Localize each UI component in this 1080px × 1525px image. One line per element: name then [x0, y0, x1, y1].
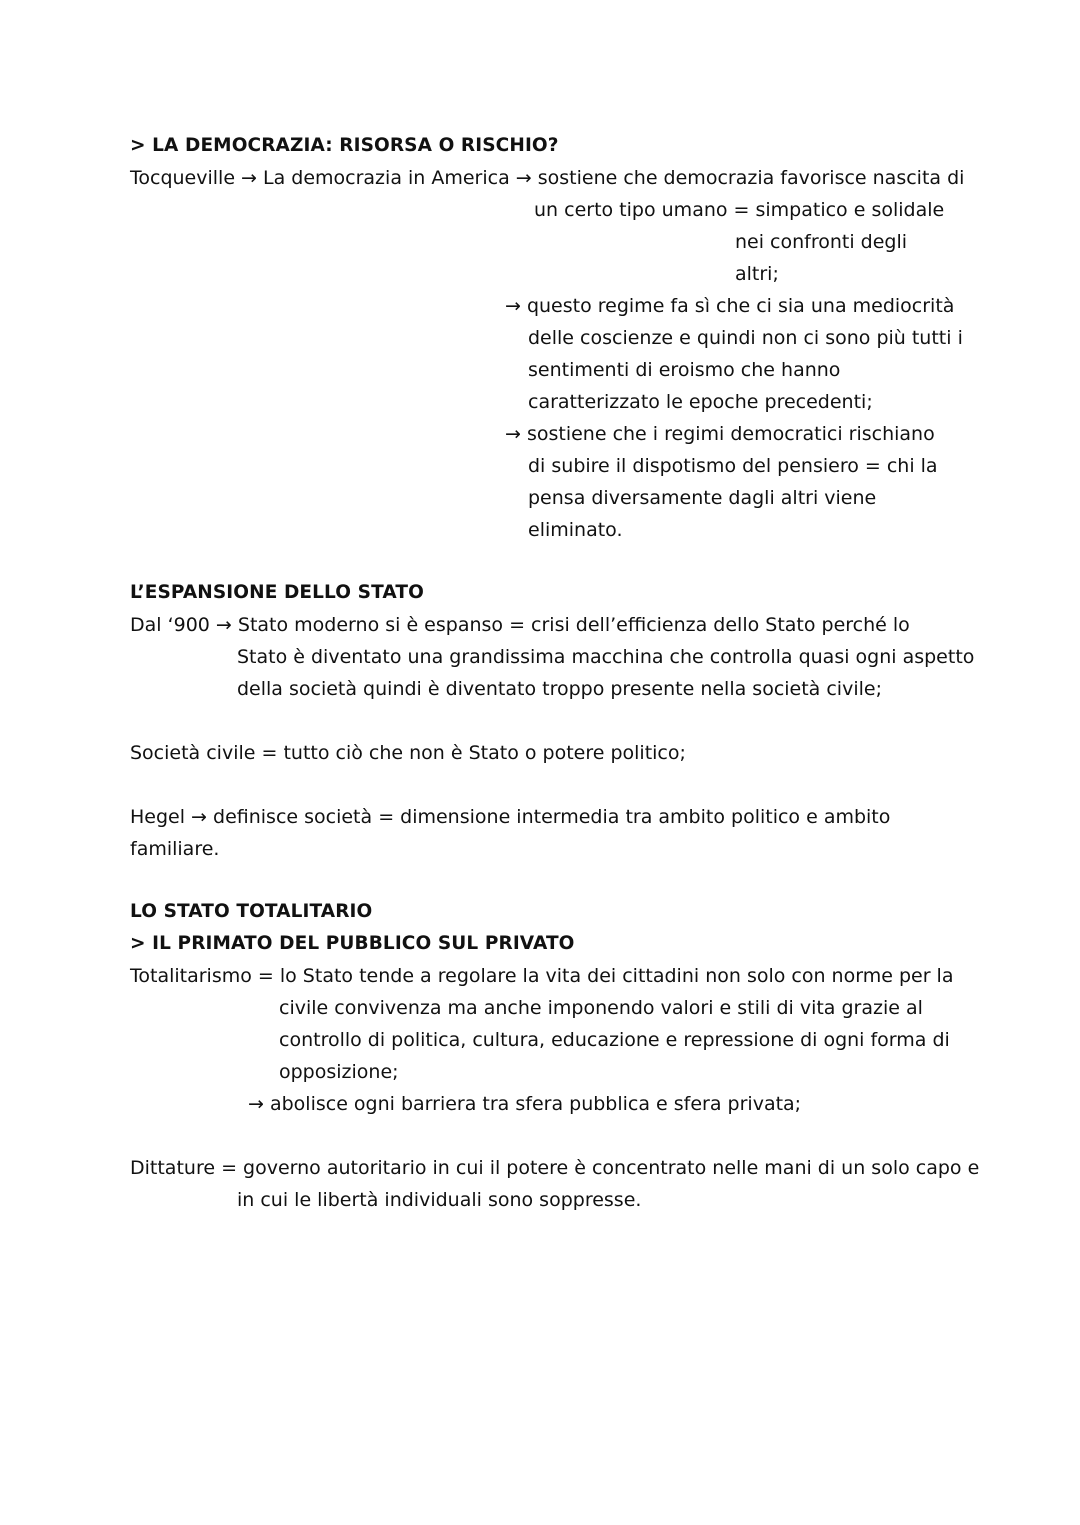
text-line: della società quindi è diventato troppo presente nella società civile;	[237, 678, 882, 700]
text-line: Società civile = tutto ciò che non è Stato o potere politico;	[130, 742, 686, 764]
text-line: Dal ‘900 → Stato moderno si è espanso = crisi dell’efficienza dello Stato perché lo	[130, 614, 910, 636]
text-line: → abolisce ogni barriera tra sfera pubblica e sfera privata;	[248, 1093, 802, 1115]
text-line: → sostiene che i regimi democratici rischiano	[505, 423, 935, 445]
text-line: Hegel → definisce società = dimensione intermedia tra ambito politico e ambito	[130, 806, 891, 828]
text-line: opposizione;	[279, 1061, 399, 1083]
text-line: familiare.	[130, 838, 220, 860]
text-line: pensa diversamente dagli altri viene	[528, 487, 877, 509]
heading-espansione-stato: L’ESPANSIONE DELLO STATO	[130, 582, 424, 603]
text-line: in cui le libertà individuali sono soppresse.	[237, 1189, 642, 1211]
text-line: Totalitarismo = lo Stato tende a regolare la vita dei cittadini non solo con norme per la	[130, 965, 954, 987]
text-line: di subire il dispotismo del pensiero = chi la	[528, 455, 938, 477]
heading-democrazia: > LA DEMOCRAZIA: RISORSA O RISCHIO?	[130, 135, 559, 156]
text-line: sentimenti di eroismo che hanno	[528, 359, 841, 381]
text-line: Dittature = governo autoritario in cui il potere è concentrato nelle mani di un solo capo e	[130, 1157, 980, 1179]
text-line: controllo di politica, cultura, educazione e repressione di ogni forma di	[279, 1029, 950, 1051]
text-line: eliminato.	[528, 519, 623, 541]
text-line: delle coscienze e quindi non ci sono più tutti i	[528, 327, 963, 349]
text-line: civile convivenza ma anche imponendo valori e stili di vita grazie al	[279, 997, 923, 1019]
text-line: caratterizzato le epoche precedenti;	[528, 391, 873, 413]
text-line: Stato è diventato una grandissima macchina che controlla quasi ogni aspetto	[237, 646, 975, 668]
text-line: nei confronti degli	[735, 231, 908, 253]
text-line: Tocqueville → La democrazia in America → sostiene che democrazia favorisce nascita di	[130, 167, 965, 189]
text-line: un certo tipo umano = simpatico e solidale	[534, 199, 945, 221]
subheading-primato-pubblico: > IL PRIMATO DEL PUBBLICO SUL PRIVATO	[130, 933, 575, 954]
text-line: → questo regime fa sì che ci sia una mediocrità	[505, 295, 955, 317]
text-line: altri;	[735, 263, 779, 285]
heading-stato-totalitario: LO STATO TOTALITARIO	[130, 901, 373, 922]
